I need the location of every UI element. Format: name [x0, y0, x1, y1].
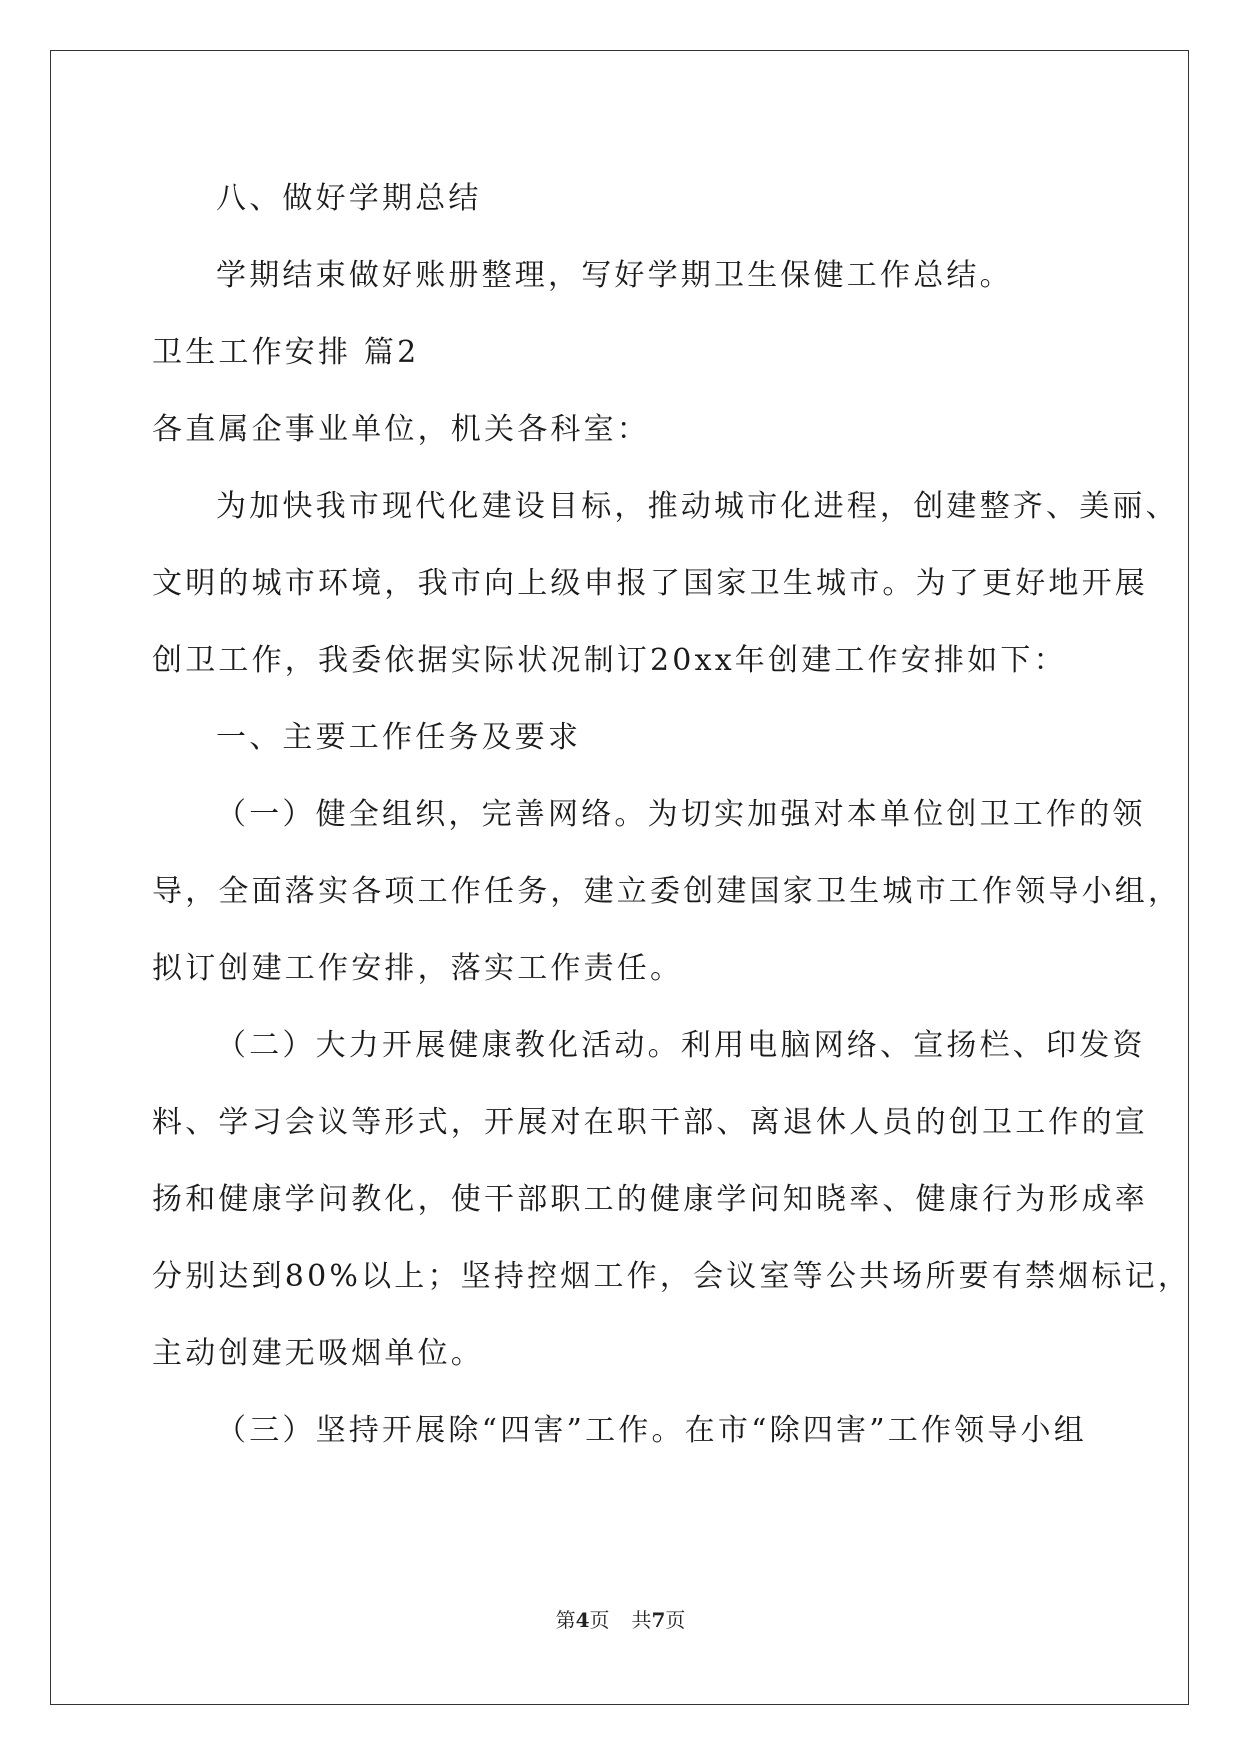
paragraph-line: 创卫工作，我委依据实际状况制订20xx年创建工作安排如下：: [152, 643, 1067, 678]
paragraph-line: 文明的城市环境，我市向上级申报了国家卫生城市。为了更好地开展: [152, 566, 1148, 601]
paragraph-line: 学期结束做好账册整理，写好学期卫生保健工作总结。: [216, 258, 1013, 293]
total-suffix: 页: [665, 1608, 686, 1632]
page-number: 4: [575, 1608, 590, 1632]
paragraph-line: 分别达到80%以上；坚持控烟工作，会议室等公共场所要有禁烟标记，: [152, 1259, 1192, 1294]
paragraph-line: 料、学习会议等形式，开展对在职干部、离退休人员的创卫工作的宣: [152, 1105, 1148, 1140]
paragraph-line: （一）健全组织，完善网络。为切实加强对本单位创卫工作的领: [216, 797, 1146, 832]
page-mid: 页: [589, 1608, 610, 1632]
page-prefix: 第: [555, 1608, 576, 1632]
paragraph-line: （二）大力开展健康教化活动。利用电脑网络、宣扬栏、印发资: [216, 1028, 1146, 1063]
salutation: 各直属企事业单位，机关各科室：: [152, 412, 650, 447]
page-footer: [0, 1608, 1241, 1632]
document-title: 卫生工作安排 篇2: [152, 335, 420, 370]
section-heading: 八、做好学期总结: [216, 181, 482, 216]
section-heading: 一、主要工作任务及要求: [216, 720, 582, 755]
paragraph-line: 主动创建无吸烟单位。: [152, 1336, 484, 1371]
page-total: 7: [651, 1608, 666, 1632]
paragraph-line: （三）坚持开展除“四害”工作。在市“除四害”工作领导小组: [216, 1413, 1087, 1448]
total-prefix: 共: [631, 1608, 652, 1632]
paragraph-line: 扬和健康学问教化，使干部职工的健康学问知晓率、健康行为形成率: [152, 1182, 1148, 1217]
paragraph-line: 拟订创建工作安排，落实工作责任。: [152, 951, 684, 986]
document-body: [152, 160, 1192, 1469]
paragraph-line: 为加快我市现代化建设目标，推动城市化进程，创建整齐、美丽、: [216, 489, 1179, 524]
paragraph-line: 导，全面落实各项工作任务，建立委创建国家卫生城市工作领导小组，: [152, 874, 1182, 909]
